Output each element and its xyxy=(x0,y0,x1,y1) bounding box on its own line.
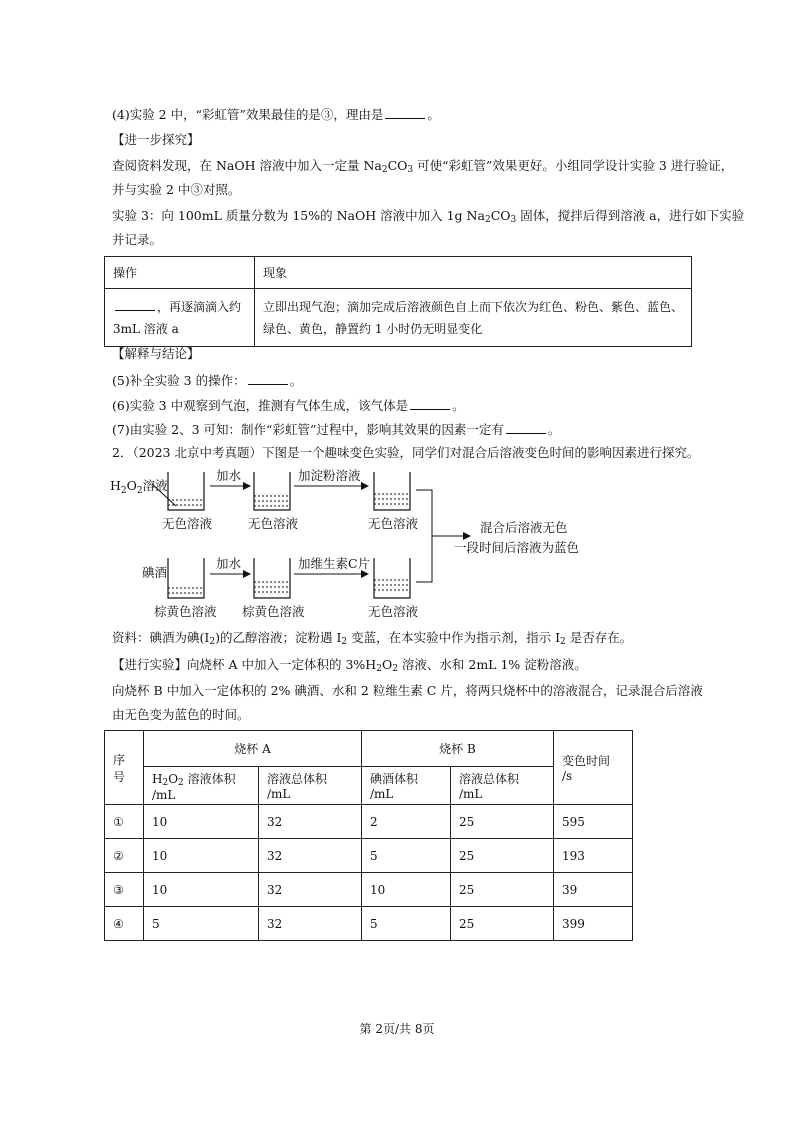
beaker-icon xyxy=(374,472,410,510)
merge-bracket-icon xyxy=(416,490,470,582)
answer-blank[interactable] xyxy=(248,372,288,385)
paragraph-research: 查阅资料发现，在 NaOH 溶液中加入一定量 $Na_2CO_3$ 可使“彩虹管”效果更好。小组同学设计实验 3 进行验证， xyxy=(112,158,734,175)
experiment-3-2: 并记录。 xyxy=(112,232,163,247)
beaker-b-paragraph: 向烧杯 B 中加入一定体积的 2% 碘酒、水和 2 粒维生素 C 片，将两只烧杯中的溶液混合，记录混合后溶液 xyxy=(112,683,703,698)
beaker-icon xyxy=(374,558,410,598)
experiment-diagram xyxy=(104,466,624,626)
colorless-solution-label: 无色溶液 xyxy=(368,604,419,619)
brown-solution-label: 棕黄色溶液 xyxy=(242,604,305,619)
table-row: ① 10 32 2 25 595 xyxy=(105,805,633,839)
beaker-icon xyxy=(254,558,290,598)
experiment-intro: 【进行实验】向烧杯 A 中加入一定体积的 $3\%H_2O_2$ 溶液、水和 2mL 1% 淀粉溶液。 xyxy=(112,657,587,674)
answer-blank[interactable] xyxy=(506,421,546,434)
answer-blank[interactable] xyxy=(410,397,450,410)
question-2: 2．（2023 北京中考真题）下图是一个趣味变色实验，同学们对混合后溶液变色时间的影响因素进行探究。 xyxy=(112,445,700,460)
operation-cell: ，再逐滴滴入约 3mL 溶液 a xyxy=(105,289,255,347)
add-water-label: 加水 xyxy=(216,556,242,571)
material-note: 资料：碘酒为碘$(I_2)$的乙醇溶液；淀粉遇 $I_2$ 变蓝，在本实验中作为指示剂，指示 $I_2$ 是否存在。 xyxy=(112,630,633,647)
table-row: ④ 5 32 5 25 399 xyxy=(105,907,633,941)
add-starch-label: 加淀粉溶液 xyxy=(298,468,361,483)
result-blue-label: 一段时间后溶液为蓝色 xyxy=(454,540,580,555)
results-table xyxy=(104,730,633,941)
brown-solution-label: 棕黄色溶液 xyxy=(154,604,217,619)
phenomenon-cell: 立即出现气泡；滴加完成后溶液颜色自上而下依次为红色、粉色、紫色、蓝色、 绿色、黄色，静置约 1 小时仍无明显变化 xyxy=(255,289,692,347)
add-water-label: 加水 xyxy=(216,468,242,483)
page-footer: 第 2页/共 8页 xyxy=(359,1022,435,1036)
colorless-solution-label: 无色溶液 xyxy=(162,516,213,531)
experiment-3: 实验 3：向 100mL 质量分数为 15%的 NaOH 溶液中加入 1g $Na_2CO_3$ 固体，搅拌后得到溶液 a，进行如下实验 xyxy=(112,208,745,225)
h2o2-solution-label: $H_2O_2$溶液 xyxy=(110,478,168,496)
header-operation: 操作 xyxy=(105,257,255,289)
header-beaker-a: 烧杯 A xyxy=(144,731,362,767)
question-5: (5)补全实验 3 的操作： 。 xyxy=(112,373,303,388)
header-iodine-volume: 碘酒体积 /mL xyxy=(362,767,451,805)
result-colorless-label: 混合后溶液无色 xyxy=(480,520,568,535)
header-index: 序号 xyxy=(105,731,144,805)
add-vitamin-c-label: 加维生素C片 xyxy=(298,556,371,571)
question-4: (4)实验 2 中，“彩虹管”效果最佳的是③，理由是 。 xyxy=(112,107,440,122)
beaker-b-paragraph-2: 由无色变为蓝色的时间。 xyxy=(112,707,250,722)
question-7: (7)由实验 2、3 可知：制作“彩虹管”过程中，影响其效果的因素一定有 。 xyxy=(112,422,561,437)
header-h2o2-volume: $H_2O_2$ 溶液体积 /mL xyxy=(144,767,259,805)
answer-blank[interactable] xyxy=(385,106,425,119)
paragraph-research-2: 并与实验 2 中③对照。 xyxy=(112,182,241,197)
header-b-total-volume: 溶液总体积 /mL xyxy=(451,767,554,805)
operation-blank[interactable] xyxy=(115,298,155,311)
header-beaker-b: 烧杯 B xyxy=(362,731,554,767)
header-a-total-volume: 溶液总体积 /mL xyxy=(259,767,362,805)
colorless-solution-label: 无色溶液 xyxy=(248,516,299,531)
header-time: 变色时间 /s xyxy=(554,731,633,805)
question-6: (6)实验 3 中观察到气泡，推测有气体生成，该气体是 。 xyxy=(112,398,465,413)
beaker-icon xyxy=(168,558,204,598)
table-row: ③ 10 32 10 25 39 xyxy=(105,873,633,907)
experiment-3-table xyxy=(104,256,692,347)
beaker-icon xyxy=(254,472,290,510)
table-row: ② 10 32 5 25 193 xyxy=(105,839,633,873)
further-heading: 【进一步探究】 xyxy=(112,132,200,147)
explain-heading: 【解释与结论】 xyxy=(112,346,200,361)
iodine-tincture-label: 碘酒 xyxy=(142,565,168,580)
header-phenomenon: 现象 xyxy=(255,257,692,289)
colorless-solution-label: 无色溶液 xyxy=(368,516,419,531)
